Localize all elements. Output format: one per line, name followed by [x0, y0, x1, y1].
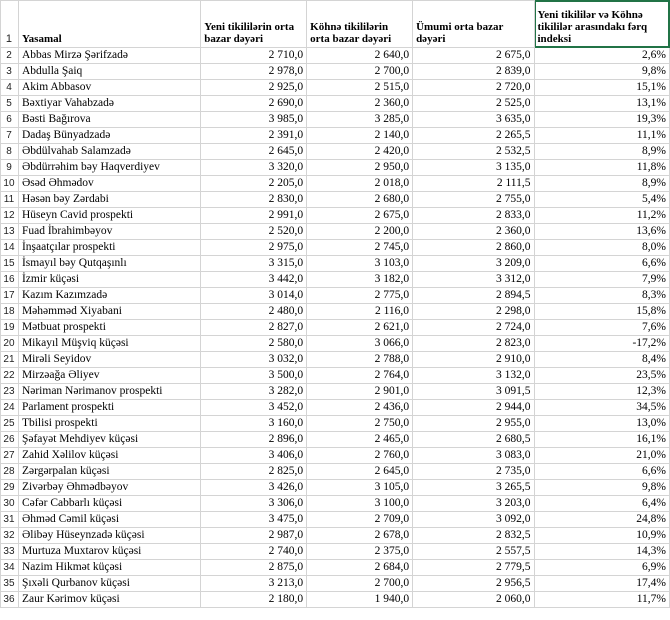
cell-old-value[interactable]: 3 285,0: [307, 112, 413, 128]
row-number[interactable]: 33: [1, 544, 19, 560]
cell-old-value[interactable]: 2 760,0: [307, 448, 413, 464]
cell-new-value[interactable]: 3 500,0: [201, 368, 307, 384]
cell-new-value[interactable]: 3 014,0: [201, 288, 307, 304]
cell-diff-index[interactable]: 8,4%: [534, 352, 670, 368]
cell-new-value[interactable]: 3 985,0: [201, 112, 307, 128]
cell-total-value[interactable]: 2 832,5: [413, 528, 534, 544]
cell-diff-index[interactable]: 13,6%: [534, 224, 670, 240]
table-row: [1, 224, 670, 240]
row-number[interactable]: 11: [1, 192, 19, 208]
cell-name[interactable]: İnşaatçılar prospekti: [18, 240, 200, 256]
table-row: [1, 192, 670, 208]
row-number[interactable]: 31: [1, 512, 19, 528]
table-row: [1, 496, 670, 512]
cell-total-value[interactable]: 2 675,0: [413, 48, 534, 64]
cell-old-value[interactable]: 2 645,0: [307, 464, 413, 480]
cell-diff-index[interactable]: 12,3%: [534, 384, 670, 400]
cell-new-value[interactable]: 2 875,0: [201, 560, 307, 576]
cell-name[interactable]: Bəsti Bağırova: [18, 112, 200, 128]
cell-name[interactable]: Əbdürrəhim bəy Haqverdiyev: [18, 160, 200, 176]
cell-old-value[interactable]: 3 105,0: [307, 480, 413, 496]
cell-name[interactable]: Şəfayət Mehdiyev küçəsi: [18, 432, 200, 448]
header-row: [1, 1, 670, 48]
cell-name[interactable]: Abdulla Şaiq: [18, 64, 200, 80]
cell-old-value[interactable]: 2 375,0: [307, 544, 413, 560]
table-row: [1, 464, 670, 480]
table-row: [1, 528, 670, 544]
cell-old-value[interactable]: 2 515,0: [307, 80, 413, 96]
table-row: [1, 208, 670, 224]
cell-name[interactable]: İsmayıl bəy Qutqaşınlı: [18, 256, 200, 272]
cell-old-value[interactable]: 2 700,0: [307, 64, 413, 80]
cell-diff-index[interactable]: 15,8%: [534, 304, 670, 320]
cell-new-value[interactable]: 3 442,0: [201, 272, 307, 288]
cell-diff-index[interactable]: 10,9%: [534, 528, 670, 544]
row-number[interactable]: 3: [1, 64, 19, 80]
cell-diff-index[interactable]: 11,2%: [534, 208, 670, 224]
header-cell-old[interactable]: Köhnə tikililərin orta bazar dəyəri: [307, 1, 413, 48]
cell-diff-index[interactable]: 23,5%: [534, 368, 670, 384]
cell-total-value[interactable]: 3 265,5: [413, 480, 534, 496]
cell-total-value[interactable]: 3 312,0: [413, 272, 534, 288]
cell-name[interactable]: Murtuza Muxtarov küçəsi: [18, 544, 200, 560]
cell-diff-index[interactable]: 11,7%: [534, 592, 670, 608]
cell-total-value[interactable]: 3 635,0: [413, 112, 534, 128]
table-row: [1, 400, 670, 416]
cell-new-value[interactable]: 3 426,0: [201, 480, 307, 496]
cell-name[interactable]: Zərgərpalan küçəsi: [18, 464, 200, 480]
cell-name[interactable]: Həsən bəy Zərdabi: [18, 192, 200, 208]
cell-diff-index[interactable]: 17,4%: [534, 576, 670, 592]
cell-new-value[interactable]: 2 690,0: [201, 96, 307, 112]
cell-new-value[interactable]: 2 830,0: [201, 192, 307, 208]
row-number[interactable]: 12: [1, 208, 19, 224]
row-number[interactable]: 22: [1, 368, 19, 384]
cell-name[interactable]: Abbas Mirzə Şərifzadə: [18, 48, 200, 64]
table-row: [1, 48, 670, 64]
cell-diff-index[interactable]: 9,8%: [534, 480, 670, 496]
cell-old-value[interactable]: 2 621,0: [307, 320, 413, 336]
row-number[interactable]: 18: [1, 304, 19, 320]
cell-diff-index[interactable]: 2,6%: [534, 48, 670, 64]
cell-new-value[interactable]: 2 827,0: [201, 320, 307, 336]
cell-old-value[interactable]: 3 103,0: [307, 256, 413, 272]
header-cell-total[interactable]: Ümumi orta bazar dəyəri: [413, 1, 534, 48]
cell-name[interactable]: Mirzəağa Əliyev: [18, 368, 200, 384]
row-number[interactable]: 21: [1, 352, 19, 368]
cell-total-value[interactable]: 2 894,5: [413, 288, 534, 304]
cell-name[interactable]: Parlament prospekti: [18, 400, 200, 416]
cell-total-value[interactable]: 2 755,0: [413, 192, 534, 208]
cell-new-value[interactable]: 3 160,0: [201, 416, 307, 432]
cell-new-value[interactable]: 2 975,0: [201, 240, 307, 256]
row-number[interactable]: 9: [1, 160, 19, 176]
cell-old-value[interactable]: 1 940,0: [307, 592, 413, 608]
cell-diff-index[interactable]: 16,1%: [534, 432, 670, 448]
cell-total-value[interactable]: 2 860,0: [413, 240, 534, 256]
cell-diff-index[interactable]: 19,3%: [534, 112, 670, 128]
cell-name[interactable]: Nəriman Nərimanov prospekti: [18, 384, 200, 400]
cell-total-value[interactable]: 2 839,0: [413, 64, 534, 80]
cell-diff-index[interactable]: 21,0%: [534, 448, 670, 464]
cell-old-value[interactable]: 2 684,0: [307, 560, 413, 576]
cell-new-value[interactable]: 2 925,0: [201, 80, 307, 96]
cell-total-value[interactable]: 2 532,5: [413, 144, 534, 160]
cell-diff-index[interactable]: -17,2%: [534, 336, 670, 352]
cell-new-value[interactable]: 2 645,0: [201, 144, 307, 160]
table-row: [1, 384, 670, 400]
row-number[interactable]: 20: [1, 336, 19, 352]
row-number[interactable]: 35: [1, 576, 19, 592]
row-number[interactable]: 23: [1, 384, 19, 400]
row-number[interactable]: 19: [1, 320, 19, 336]
cell-total-value[interactable]: 2 557,5: [413, 544, 534, 560]
cell-old-value[interactable]: 3 066,0: [307, 336, 413, 352]
cell-new-value[interactable]: 3 452,0: [201, 400, 307, 416]
table-row: [1, 320, 670, 336]
table-row: [1, 560, 670, 576]
table-row: [1, 80, 670, 96]
cell-new-value[interactable]: 2 740,0: [201, 544, 307, 560]
table-row: [1, 448, 670, 464]
cell-diff-index[interactable]: 8,0%: [534, 240, 670, 256]
table-row: [1, 512, 670, 528]
cell-total-value[interactable]: 3 132,0: [413, 368, 534, 384]
cell-diff-index[interactable]: 6,6%: [534, 256, 670, 272]
cell-name[interactable]: Məhəmməd Xiyabani: [18, 304, 200, 320]
cell-total-value[interactable]: 2 265,5: [413, 128, 534, 144]
cell-new-value[interactable]: 2 480,0: [201, 304, 307, 320]
cell-total-value[interactable]: 2 111,5: [413, 176, 534, 192]
cell-old-value[interactable]: 2 750,0: [307, 416, 413, 432]
cell-new-value[interactable]: 2 580,0: [201, 336, 307, 352]
cell-name[interactable]: Mirəli Seyidov: [18, 352, 200, 368]
cell-name[interactable]: Əsəd Əhmədov: [18, 176, 200, 192]
cell-old-value[interactable]: 2 360,0: [307, 96, 413, 112]
cell-total-value[interactable]: 2 910,0: [413, 352, 534, 368]
cell-old-value[interactable]: 2 788,0: [307, 352, 413, 368]
cell-diff-index[interactable]: 13,1%: [534, 96, 670, 112]
table-row: [1, 272, 670, 288]
cell-old-value[interactable]: 2 950,0: [307, 160, 413, 176]
cell-total-value[interactable]: 2 735,0: [413, 464, 534, 480]
cell-name[interactable]: Bəxtiyar Vahabzadə: [18, 96, 200, 112]
cell-new-value[interactable]: 3 475,0: [201, 512, 307, 528]
table-row: [1, 544, 670, 560]
cell-name[interactable]: Fuad İbrahimbəyov: [18, 224, 200, 240]
cell-diff-index[interactable]: 6,9%: [534, 560, 670, 576]
cell-total-value[interactable]: 2 944,0: [413, 400, 534, 416]
cell-old-value[interactable]: 2 700,0: [307, 576, 413, 592]
cell-old-value[interactable]: 2 465,0: [307, 432, 413, 448]
cell-name[interactable]: Əlibəy Hüseynzadə küçəsi: [18, 528, 200, 544]
cell-new-value[interactable]: 2 391,0: [201, 128, 307, 144]
row-number[interactable]: 25: [1, 416, 19, 432]
cell-new-value[interactable]: 3 306,0: [201, 496, 307, 512]
cell-old-value[interactable]: 2 436,0: [307, 400, 413, 416]
row-number[interactable]: 10: [1, 176, 19, 192]
row-number[interactable]: 30: [1, 496, 19, 512]
cell-total-value[interactable]: 3 209,0: [413, 256, 534, 272]
header-cell-new[interactable]: Yeni tikililərin orta bazar dəyəri: [201, 1, 307, 48]
row-number[interactable]: 2: [1, 48, 19, 64]
cell-diff-index[interactable]: 7,6%: [534, 320, 670, 336]
cell-old-value[interactable]: 2 200,0: [307, 224, 413, 240]
cell-new-value[interactable]: 2 991,0: [201, 208, 307, 224]
cell-total-value[interactable]: 2 720,0: [413, 80, 534, 96]
cell-new-value[interactable]: 2 710,0: [201, 48, 307, 64]
table-row: [1, 176, 670, 192]
cell-total-value[interactable]: 2 724,0: [413, 320, 534, 336]
cell-new-value[interactable]: 3 213,0: [201, 576, 307, 592]
cell-old-value[interactable]: 3 100,0: [307, 496, 413, 512]
row-number[interactable]: 16: [1, 272, 19, 288]
cell-name[interactable]: Mətbuat prospekti: [18, 320, 200, 336]
row-number[interactable]: 8: [1, 144, 19, 160]
table-row: [1, 352, 670, 368]
cell-diff-index[interactable]: 13,0%: [534, 416, 670, 432]
row-number[interactable]: 29: [1, 480, 19, 496]
cell-total-value[interactable]: 3 203,0: [413, 496, 534, 512]
cell-name[interactable]: Mikayıl Müşviq küçəsi: [18, 336, 200, 352]
table-row: [1, 240, 670, 256]
cell-old-value[interactable]: 3 182,0: [307, 272, 413, 288]
row-number[interactable]: 1: [1, 1, 19, 48]
cell-diff-index[interactable]: 6,6%: [534, 464, 670, 480]
cell-diff-index[interactable]: 7,9%: [534, 272, 670, 288]
cell-diff-index[interactable]: 9,8%: [534, 64, 670, 80]
cell-name[interactable]: Əhməd Cəmil küçəsi: [18, 512, 200, 528]
cell-name[interactable]: İzmir küçəsi: [18, 272, 200, 288]
row-number[interactable]: 32: [1, 528, 19, 544]
cell-name[interactable]: Zivərbəy Əhmədbəyov: [18, 480, 200, 496]
row-number[interactable]: 36: [1, 592, 19, 608]
cell-diff-index[interactable]: 11,1%: [534, 128, 670, 144]
cell-old-value[interactable]: 2 140,0: [307, 128, 413, 144]
table-row: [1, 304, 670, 320]
cell-new-value[interactable]: 3 032,0: [201, 352, 307, 368]
cell-diff-index[interactable]: 5,4%: [534, 192, 670, 208]
cell-old-value[interactable]: 2 680,0: [307, 192, 413, 208]
table-row: [1, 368, 670, 384]
cell-total-value[interactable]: 2 779,5: [413, 560, 534, 576]
cell-name[interactable]: Zahid Xəlilov küçəsi: [18, 448, 200, 464]
cell-new-value[interactable]: 3 406,0: [201, 448, 307, 464]
table-row: [1, 288, 670, 304]
cell-new-value[interactable]: 2 978,0: [201, 64, 307, 80]
row-number[interactable]: 15: [1, 256, 19, 272]
cell-old-value[interactable]: 2 709,0: [307, 512, 413, 528]
cell-new-value[interactable]: 3 282,0: [201, 384, 307, 400]
row-number[interactable]: 28: [1, 464, 19, 480]
table-row: [1, 144, 670, 160]
cell-total-value[interactable]: 2 298,0: [413, 304, 534, 320]
cell-old-value[interactable]: 2 675,0: [307, 208, 413, 224]
cell-name[interactable]: Cəfər Cabbarlı küçəsi: [18, 496, 200, 512]
cell-total-value[interactable]: 2 060,0: [413, 592, 534, 608]
cell-old-value[interactable]: 2 420,0: [307, 144, 413, 160]
cell-total-value[interactable]: 2 360,0: [413, 224, 534, 240]
table-row: [1, 336, 670, 352]
row-number[interactable]: 5: [1, 96, 19, 112]
cell-old-value[interactable]: 2 775,0: [307, 288, 413, 304]
cell-total-value[interactable]: 2 823,0: [413, 336, 534, 352]
row-number[interactable]: 7: [1, 128, 19, 144]
row-number[interactable]: 6: [1, 112, 19, 128]
cell-diff-index[interactable]: 34,5%: [534, 400, 670, 416]
cell-total-value[interactable]: 3 091,5: [413, 384, 534, 400]
row-number[interactable]: 27: [1, 448, 19, 464]
cell-diff-index[interactable]: 14,3%: [534, 544, 670, 560]
cell-old-value[interactable]: 2 745,0: [307, 240, 413, 256]
cell-total-value[interactable]: 3 092,0: [413, 512, 534, 528]
cell-total-value[interactable]: 3 083,0: [413, 448, 534, 464]
cell-name[interactable]: Şıxəli Qurbanov küçəsi: [18, 576, 200, 592]
cell-diff-index[interactable]: 24,8%: [534, 512, 670, 528]
cell-name[interactable]: Əbdülvahab Salamzadə: [18, 144, 200, 160]
cell-total-value[interactable]: 3 135,0: [413, 160, 534, 176]
table-row: [1, 128, 670, 144]
cell-old-value[interactable]: 2 018,0: [307, 176, 413, 192]
cell-old-value[interactable]: 2 678,0: [307, 528, 413, 544]
header-cell-name[interactable]: Yasamal: [18, 1, 200, 48]
cell-new-value[interactable]: 3 320,0: [201, 160, 307, 176]
table-row: [1, 96, 670, 112]
cell-name[interactable]: Akim Abbasov: [18, 80, 200, 96]
cell-new-value[interactable]: 2 520,0: [201, 224, 307, 240]
table-row: [1, 576, 670, 592]
cell-name[interactable]: Nazim Hikmət küçəsi: [18, 560, 200, 576]
row-number[interactable]: 14: [1, 240, 19, 256]
cell-new-value[interactable]: 2 987,0: [201, 528, 307, 544]
cell-diff-index[interactable]: 8,9%: [534, 176, 670, 192]
cell-diff-index[interactable]: 15,1%: [534, 80, 670, 96]
cell-old-value[interactable]: 2 764,0: [307, 368, 413, 384]
table-row: [1, 592, 670, 608]
table-row: [1, 416, 670, 432]
cell-new-value[interactable]: 2 896,0: [201, 432, 307, 448]
table-row: [1, 160, 670, 176]
cell-new-value[interactable]: 2 825,0: [201, 464, 307, 480]
cell-diff-index[interactable]: 6,4%: [534, 496, 670, 512]
cell-old-value[interactable]: 2 640,0: [307, 48, 413, 64]
table-row: [1, 112, 670, 128]
cell-total-value[interactable]: 2 956,5: [413, 576, 534, 592]
cell-new-value[interactable]: 2 205,0: [201, 176, 307, 192]
cell-total-value[interactable]: 2 833,0: [413, 208, 534, 224]
cell-diff-index[interactable]: 11,8%: [534, 160, 670, 176]
cell-total-value[interactable]: 2 955,0: [413, 416, 534, 432]
cell-name[interactable]: Tbilisi prospekti: [18, 416, 200, 432]
table-row: [1, 64, 670, 80]
row-number[interactable]: 26: [1, 432, 19, 448]
cell-new-value[interactable]: 2 180,0: [201, 592, 307, 608]
spreadsheet-body: [1, 1, 670, 608]
cell-diff-index[interactable]: 8,3%: [534, 288, 670, 304]
cell-name[interactable]: Dadaş Bünyadzadə: [18, 128, 200, 144]
row-number[interactable]: 17: [1, 288, 19, 304]
cell-old-value[interactable]: 2 901,0: [307, 384, 413, 400]
row-number[interactable]: 24: [1, 400, 19, 416]
cell-total-value[interactable]: 2 525,0: [413, 96, 534, 112]
cell-name[interactable]: Kazım Kazımzadə: [18, 288, 200, 304]
table-row: [1, 432, 670, 448]
row-number[interactable]: 4: [1, 80, 19, 96]
cell-new-value[interactable]: 3 315,0: [201, 256, 307, 272]
cell-name[interactable]: Hüseyn Cavid prospekti: [18, 208, 200, 224]
cell-total-value[interactable]: 2 680,5: [413, 432, 534, 448]
row-number[interactable]: 13: [1, 224, 19, 240]
table-row: [1, 480, 670, 496]
cell-diff-index[interactable]: 8,9%: [534, 144, 670, 160]
cell-old-value[interactable]: 2 116,0: [307, 304, 413, 320]
cell-name[interactable]: Zaur Kərimov küçəsi: [18, 592, 200, 608]
header-cell-diff[interactable]: Yeni tikililər və Köhnə tikililər arasındakı fərq indeksi: [534, 1, 670, 48]
row-number[interactable]: 34: [1, 560, 19, 576]
table-row: [1, 256, 670, 272]
